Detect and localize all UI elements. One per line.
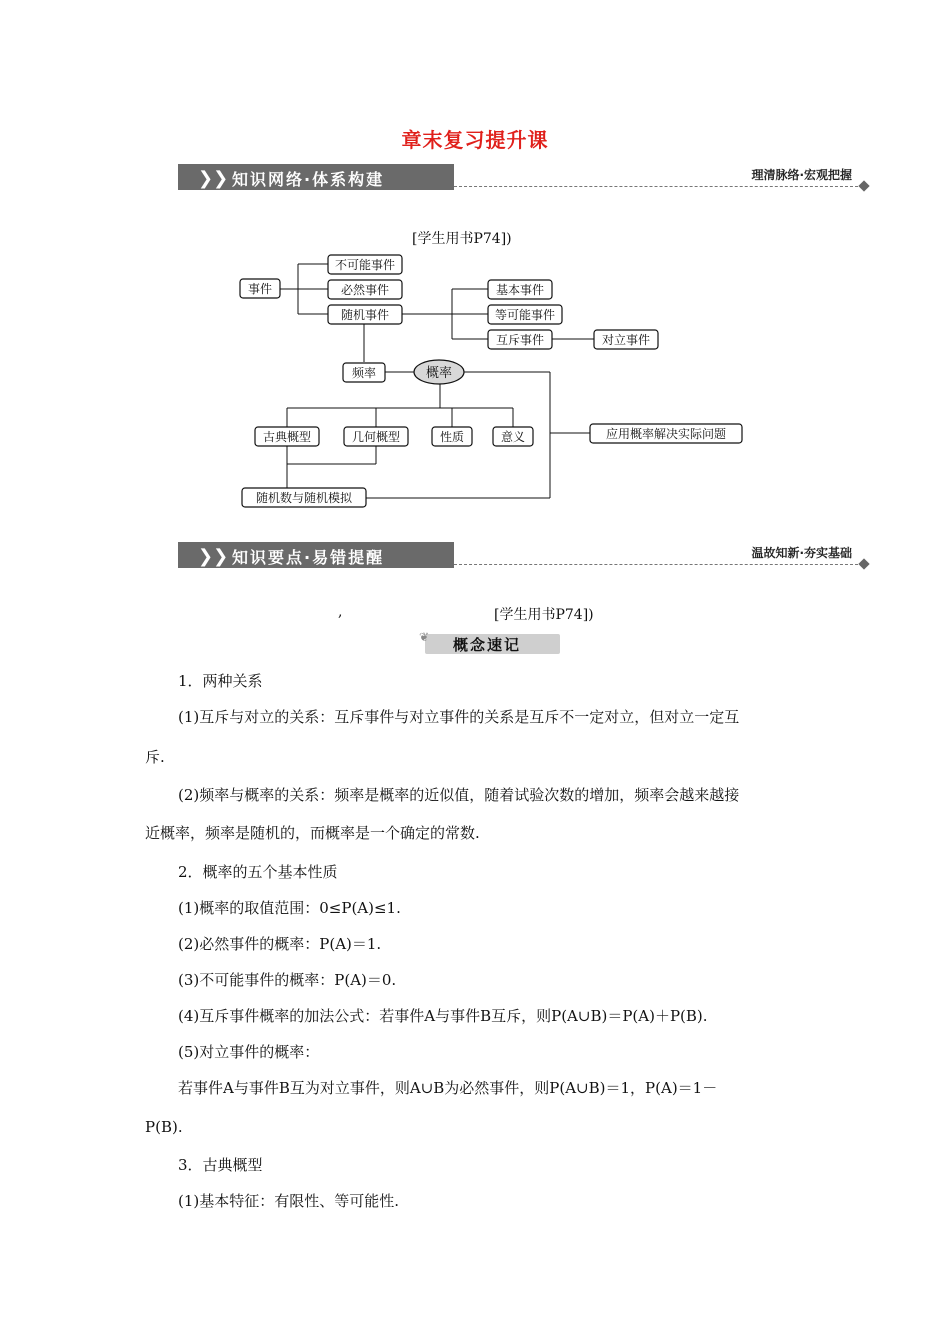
textbook-reference: [学生用书P74]) [494,607,594,623]
chevron-icon: ❯❯ [198,546,229,567]
chevron-icon: ❯❯ [198,168,229,189]
paragraph: 近概率，频率是随机的，而概率是一个确定的常数. [145,824,480,842]
paragraph: 3．古典概型 [178,1156,263,1174]
node-label: 应用概率解决实际问题 [605,427,727,441]
node-label: 随机数与随机模拟 [255,491,353,505]
node-label: 基本事件 [495,283,545,297]
subheading-concept-notes [419,630,560,656]
paragraph: (2)频率与概率的关系：频率是概率的近似值，随着试验次数的增加，频率会越来越接 [178,786,740,804]
node-label: 对立事件 [601,333,651,347]
leaf-icon: ❦ [419,630,430,644]
node-label: 概率 [425,366,453,381]
paragraph: (3)不可能事件的概率：P(A)＝0. [178,971,397,989]
paragraph: 若事件A与事件B互为对立事件，则A∪B为必然事件，则P(A∪B)＝1，P(A)＝1－ [178,1079,718,1097]
subheading-text: 概念速记 [453,636,522,654]
paragraph: (1)互斥与对立的关系：互斥事件与对立事件的关系是互斥不一定对立，但对立一定互 [178,708,740,726]
banner-divider [454,564,858,565]
node-label: 不可能事件 [334,258,396,272]
banner-label: 知识网络·体系构建 [232,170,385,189]
section-banner-key-points [178,542,868,572]
paragraph: (4)互斥事件概率的加法公式：若事件A与事件B互斥，则P(A∪B)＝P(A)＋P(B). [178,1007,708,1025]
node-label: 几何概型 [351,430,401,444]
node-label: 必然事件 [340,283,390,297]
node-label: 古典概型 [262,430,312,444]
paragraph: (1)概率的取值范围：0≤P(A)≤1. [178,899,401,917]
node-label: 互斥事件 [495,333,545,347]
textbook-reference: [学生用书P74]) [412,231,512,247]
node-label: 随机事件 [340,308,390,322]
banner-label: 知识要点·易错提醒 [232,548,385,567]
paragraph: 斥. [145,748,165,766]
stray-comma: , [338,604,343,620]
paragraph: 2．概率的五个基本性质 [178,863,338,881]
banner-tagline: 理清脉络·宏观把握 [751,168,852,182]
paragraph: 1．两种关系 [178,672,263,690]
paragraph: P(B). [145,1118,183,1136]
page-title: 章末复习提升课 [401,128,549,152]
node-label: 等可能事件 [494,308,556,322]
paragraph: (1)基本特征：有限性、等可能性. [178,1192,400,1210]
node-label: 意义 [500,430,526,444]
concept-map-diagram [0,0,950,520]
diamond-icon [858,558,869,569]
paragraph: (5)对立事件的概率： [178,1043,320,1061]
paragraph: (2)必然事件的概率：P(A)＝1. [178,935,382,953]
node-label: 频率 [351,366,377,380]
node-label: 性质 [439,430,465,444]
node-label: 事件 [247,282,273,296]
banner-tagline: 温故知新·夯实基础 [751,546,852,560]
